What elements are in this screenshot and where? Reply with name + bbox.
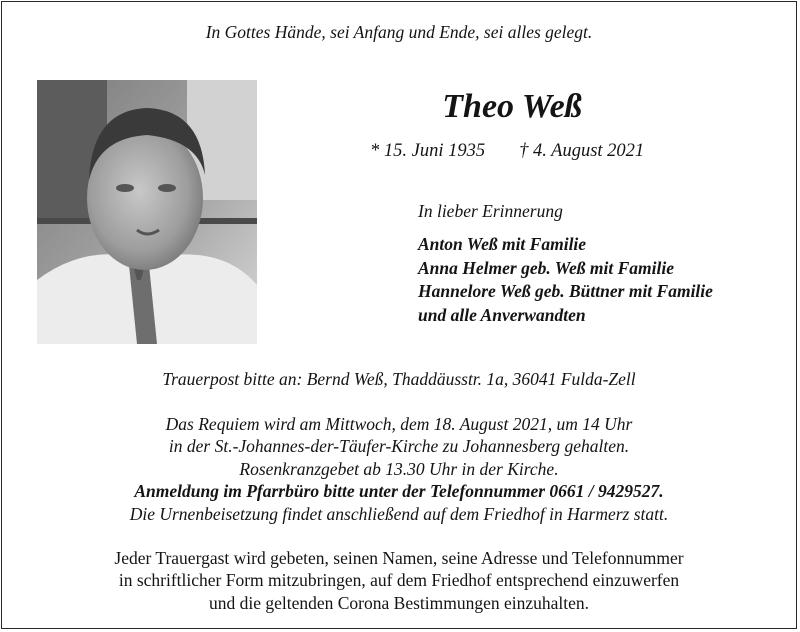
motto-verse: In Gottes Hände, sei Anfang und Ende, sei alles gelegt. <box>205 22 593 42</box>
requiem-line: Die Urnenbeisetzung findet anschließend auf dem Friedhof in Harmerz statt. <box>129 503 669 524</box>
requiem-line: Das Requiem wird am Mittwoch, dem 18. August 2021, um 14 Uhr <box>165 414 633 434</box>
mourners-list <box>418 233 713 327</box>
corona-line: und die geltenden Corona Bestimmungen einzuhalten. <box>208 592 590 613</box>
obituary-notice <box>1 1 797 629</box>
corona-line: Jeder Trauergast wird gebeten, seinen Namen, seine Adresse und Telefonnummer <box>114 548 684 568</box>
requiem-info <box>2 413 796 525</box>
mourner-item: Hannelore Weß geb. Büttner mit Familie <box>418 281 713 301</box>
portrait-photo <box>37 80 257 344</box>
memory-heading: In lieber Erinnerung <box>418 201 563 221</box>
deceased-name: Theo Weß <box>442 88 582 125</box>
corona-notice <box>2 547 796 614</box>
death-date: † 4. August 2021 <box>519 141 645 161</box>
life-dates <box>370 141 644 162</box>
mourner-item: Anna Helmer geb. Weß mit Familie <box>418 257 675 278</box>
corona-line: in schriftlicher Form mitzubringen, auf dem Friedhof entsprechend einzuwerfen <box>118 570 680 591</box>
requiem-line: Rosenkranzgebet ab 13.30 Uhr in der Kirche. <box>239 458 559 479</box>
condolence-address: Trauerpost bitte an: Bernd Weß, Thaddäusstr. 1a, 36041 Fulda-Zell <box>162 369 636 389</box>
mourner-item: Anton Weß mit Familie <box>418 234 587 254</box>
registration-line: Anmeldung im Pfarrbüro bitte unter der Telefonnummer 0661 / 9429527. <box>134 481 664 502</box>
mourner-item: und alle Anverwandten <box>418 304 586 325</box>
requiem-line: in der St.-Johannes-der-Täufer-Kirche zu Johannesberg gehalten. <box>168 436 630 457</box>
birth-date: * 15. Juni 1935 <box>370 141 486 161</box>
